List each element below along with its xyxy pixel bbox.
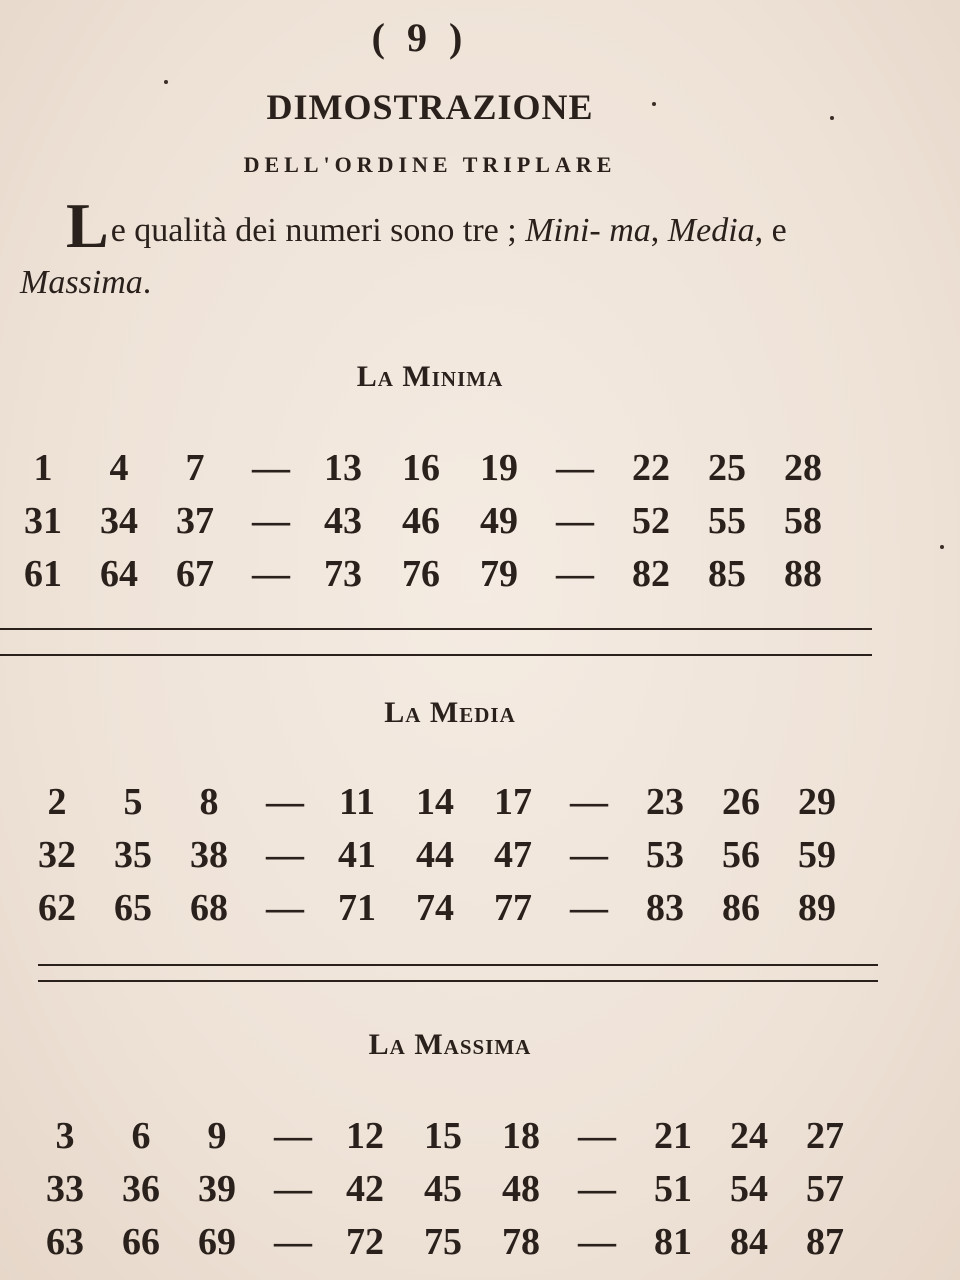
- number-cell: 23: [646, 781, 684, 823]
- number-cell: 77: [494, 887, 532, 929]
- dash-separator: —: [578, 1168, 616, 1210]
- number-cell: 76: [402, 553, 440, 595]
- number-cell: 54: [730, 1168, 768, 1210]
- number-cell: 16: [402, 447, 440, 489]
- dash-separator: —: [274, 1115, 312, 1157]
- number-cell: 4: [109, 447, 129, 489]
- double-rule-top-line: [0, 628, 872, 630]
- double-rule-bottom-line: [0, 654, 872, 656]
- number-row: [8, 499, 868, 552]
- number-cell: 85: [708, 553, 746, 595]
- dash-separator: —: [570, 834, 608, 876]
- dash-separator: —: [274, 1168, 312, 1210]
- number-cell: 73: [324, 553, 362, 595]
- number-cell: 79: [480, 553, 518, 595]
- number-cell: 88: [784, 553, 822, 595]
- dash-separator: —: [266, 887, 304, 929]
- number-cell: 15: [424, 1115, 462, 1157]
- number-cell: 59: [798, 834, 836, 876]
- number-cell: 38: [190, 834, 228, 876]
- number-cell: 9: [207, 1115, 227, 1157]
- ink-speck: [830, 116, 834, 120]
- ink-speck: [164, 80, 168, 84]
- number-cell: 27: [806, 1115, 844, 1157]
- number-cell: 22: [632, 447, 670, 489]
- drop-cap-letter: L: [66, 190, 109, 261]
- number-cell: 11: [339, 781, 375, 823]
- number-cell: 2: [47, 781, 67, 823]
- number-cell: 71: [338, 887, 376, 929]
- term-massima: Massima: [20, 264, 143, 301]
- number-table-massima: [30, 1114, 890, 1273]
- number-cell: 55: [708, 500, 746, 542]
- number-cell: 53: [646, 834, 684, 876]
- number-cell: 75: [424, 1221, 462, 1263]
- intro-text: e qualità dei numeri sono tre ;: [110, 212, 526, 249]
- page-number: ( 9 ): [371, 15, 469, 60]
- number-cell: 32: [38, 834, 76, 876]
- number-cell: 64: [100, 553, 138, 595]
- section-title-minima: La Minima: [356, 360, 504, 393]
- number-row: [22, 780, 882, 833]
- number-cell: 82: [632, 553, 670, 595]
- number-cell: 84: [730, 1221, 768, 1263]
- dash-separator: —: [266, 834, 304, 876]
- number-cell: 83: [646, 887, 684, 929]
- dash-separator: —: [252, 553, 290, 595]
- number-row: [30, 1220, 890, 1273]
- dash-separator: —: [274, 1221, 312, 1263]
- number-table-media: [22, 780, 882, 939]
- number-cell: 6: [131, 1115, 151, 1157]
- number-cell: 18: [502, 1115, 540, 1157]
- number-cell: 35: [114, 834, 152, 876]
- number-cell: 69: [198, 1221, 236, 1263]
- number-cell: 44: [416, 834, 454, 876]
- number-cell: 68: [190, 887, 228, 929]
- number-cell: 47: [494, 834, 532, 876]
- dash-separator: —: [570, 781, 608, 823]
- number-cell: 65: [114, 887, 152, 929]
- number-cell: 81: [654, 1221, 692, 1263]
- number-row: [30, 1114, 890, 1167]
- dash-separator: —: [266, 781, 304, 823]
- number-cell: 51: [654, 1168, 692, 1210]
- number-cell: 17: [494, 781, 532, 823]
- dash-separator: —: [578, 1115, 616, 1157]
- number-row: [8, 552, 868, 605]
- number-cell: 24: [730, 1115, 768, 1157]
- ink-speck: [652, 102, 656, 106]
- number-cell: 41: [338, 834, 376, 876]
- number-cell: 49: [480, 500, 518, 542]
- number-row: [8, 446, 868, 499]
- number-cell: 5: [123, 781, 143, 823]
- number-row: [22, 886, 882, 939]
- number-cell: 36: [122, 1168, 160, 1210]
- number-cell: 66: [122, 1221, 160, 1263]
- dash-separator: —: [556, 553, 594, 595]
- number-cell: 45: [424, 1168, 462, 1210]
- number-cell: 46: [402, 500, 440, 542]
- number-cell: 63: [46, 1221, 84, 1263]
- dash-separator: —: [252, 500, 290, 542]
- page-title: DIMOSTRAZIONE: [266, 87, 594, 127]
- number-cell: 37: [176, 500, 214, 542]
- dash-separator: —: [556, 447, 594, 489]
- number-cell: 42: [346, 1168, 384, 1210]
- number-cell: 62: [38, 887, 76, 929]
- number-cell: 33: [46, 1168, 84, 1210]
- number-row: [22, 833, 882, 886]
- dash-separator: —: [252, 447, 290, 489]
- number-cell: 19: [480, 447, 518, 489]
- number-cell: 48: [502, 1168, 540, 1210]
- number-cell: 74: [416, 887, 454, 929]
- number-cell: 86: [722, 887, 760, 929]
- number-cell: 72: [346, 1221, 384, 1263]
- number-cell: 3: [55, 1115, 75, 1157]
- number-cell: 21: [654, 1115, 692, 1157]
- number-cell: 31: [24, 500, 62, 542]
- number-table-minima: [8, 446, 868, 605]
- dash-separator: —: [570, 887, 608, 929]
- number-cell: 13: [324, 447, 362, 489]
- number-cell: 58: [784, 500, 822, 542]
- number-cell: 89: [798, 887, 836, 929]
- double-rule-bottom-line: [38, 980, 878, 982]
- section-title-massima: La Massima: [368, 1028, 532, 1061]
- number-cell: 34: [100, 500, 138, 542]
- dash-separator: —: [578, 1221, 616, 1263]
- number-cell: 29: [798, 781, 836, 823]
- number-cell: 12: [346, 1115, 384, 1157]
- number-cell: 52: [632, 500, 670, 542]
- number-cell: 56: [722, 834, 760, 876]
- double-rule-top-line: [38, 964, 878, 966]
- page-subtitle: DELL'ORDINE TRIPLARE: [243, 152, 617, 177]
- intro-end: .: [142, 264, 152, 301]
- number-cell: 26: [722, 781, 760, 823]
- number-cell: 61: [24, 553, 62, 595]
- number-cell: 67: [176, 553, 214, 595]
- dash-separator: —: [556, 500, 594, 542]
- number-cell: 43: [324, 500, 362, 542]
- number-cell: 57: [806, 1168, 844, 1210]
- number-cell: 28: [784, 447, 822, 489]
- number-row: [30, 1167, 890, 1220]
- number-cell: 14: [416, 781, 454, 823]
- number-cell: 87: [806, 1221, 844, 1263]
- ink-speck: [940, 545, 944, 549]
- intro-separator-1: ,: [650, 212, 668, 249]
- section-title-media: La Media: [384, 696, 516, 729]
- number-cell: 7: [185, 447, 205, 489]
- term-minima: Mini- ma: [525, 212, 651, 249]
- intro-paragraph: [20, 190, 870, 309]
- number-cell: 25: [708, 447, 746, 489]
- term-media: Media: [667, 212, 755, 249]
- number-cell: 78: [502, 1221, 540, 1263]
- number-cell: 39: [198, 1168, 236, 1210]
- number-cell: 8: [199, 781, 219, 823]
- intro-separator-2: , e: [754, 212, 787, 249]
- number-cell: 1: [33, 447, 53, 489]
